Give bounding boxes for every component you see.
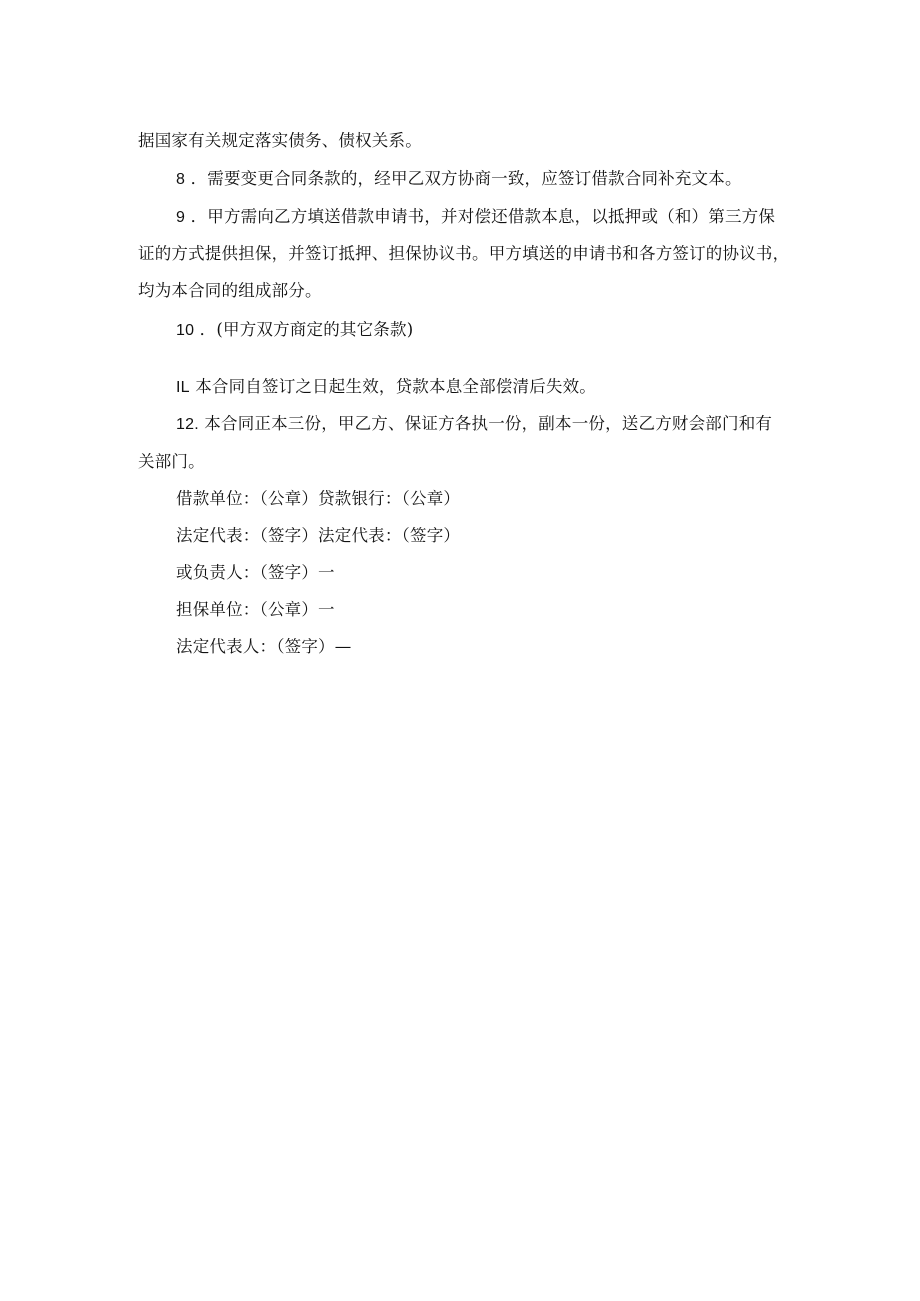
- signature-text-3: 或负责人：（签字）一: [176, 563, 335, 582]
- clause-10-number: 10: [176, 322, 195, 339]
- clause-10: [176, 319, 413, 342]
- signature-line-legal-rep: [176, 636, 351, 658]
- clause-9-number: 9: [176, 209, 186, 226]
- clause-9-text-1: ．甲方需向乙方填送借款申请书，并对偿还借款本息，以抵押或（和）第三方保: [190, 207, 776, 226]
- clause-9-line-3: [138, 280, 322, 302]
- signature-text-5: 法定代表人：（签字）—: [176, 637, 352, 656]
- clause-9-text-3: 均为本合同的组成部分。: [138, 281, 322, 300]
- clause-8: [176, 168, 742, 191]
- signature-text-1: 借款单位：（公章）贷款银行：（公章）: [176, 489, 461, 508]
- clause-12-text-2: 关部门。: [138, 452, 205, 471]
- clause-11-text: 本合同自签订之日起生效，贷款本息全部偿清后失效。: [195, 377, 597, 396]
- clause-11: [176, 376, 596, 399]
- clause-8-text: ．需要变更合同条款的，经甲乙双方协商一致，应签订借款合同补充文本。: [190, 169, 742, 188]
- clause-9-line-2: [138, 243, 789, 265]
- signature-line-responsible: [176, 562, 335, 584]
- signature-line-representatives: [176, 525, 460, 547]
- clause-9-line-1: [176, 206, 775, 229]
- signature-text-4: 担保单位：（公章）一: [176, 600, 335, 619]
- clause-7-tail: [138, 130, 422, 152]
- clause-7-tail-text: 据国家有关规定落实债务、债权关系。: [138, 131, 422, 150]
- signature-text-2: 法定代表：（签字）法定代表：（签字）: [176, 526, 461, 545]
- clause-9-text-2: 证的方式提供担保，并签订抵押、担保协议书。甲方填送的申请书和各方签订的协议书，: [138, 244, 790, 263]
- clause-10-text: ．(甲方双方商定的其它条款): [199, 320, 414, 339]
- clause-12-line-1: [176, 413, 772, 436]
- clause-11-number: IL: [176, 379, 190, 396]
- clause-8-number: 8: [176, 171, 186, 188]
- clause-12-line-2: [138, 451, 205, 473]
- clause-12-text-1: 本合同正本三份，甲乙方、保证方各执一份，副本一份，送乙方财会部门和有: [204, 414, 773, 433]
- signature-line-borrower: [176, 488, 460, 510]
- signature-line-guarantor: [176, 599, 335, 621]
- clause-12-number: 12.: [176, 416, 199, 433]
